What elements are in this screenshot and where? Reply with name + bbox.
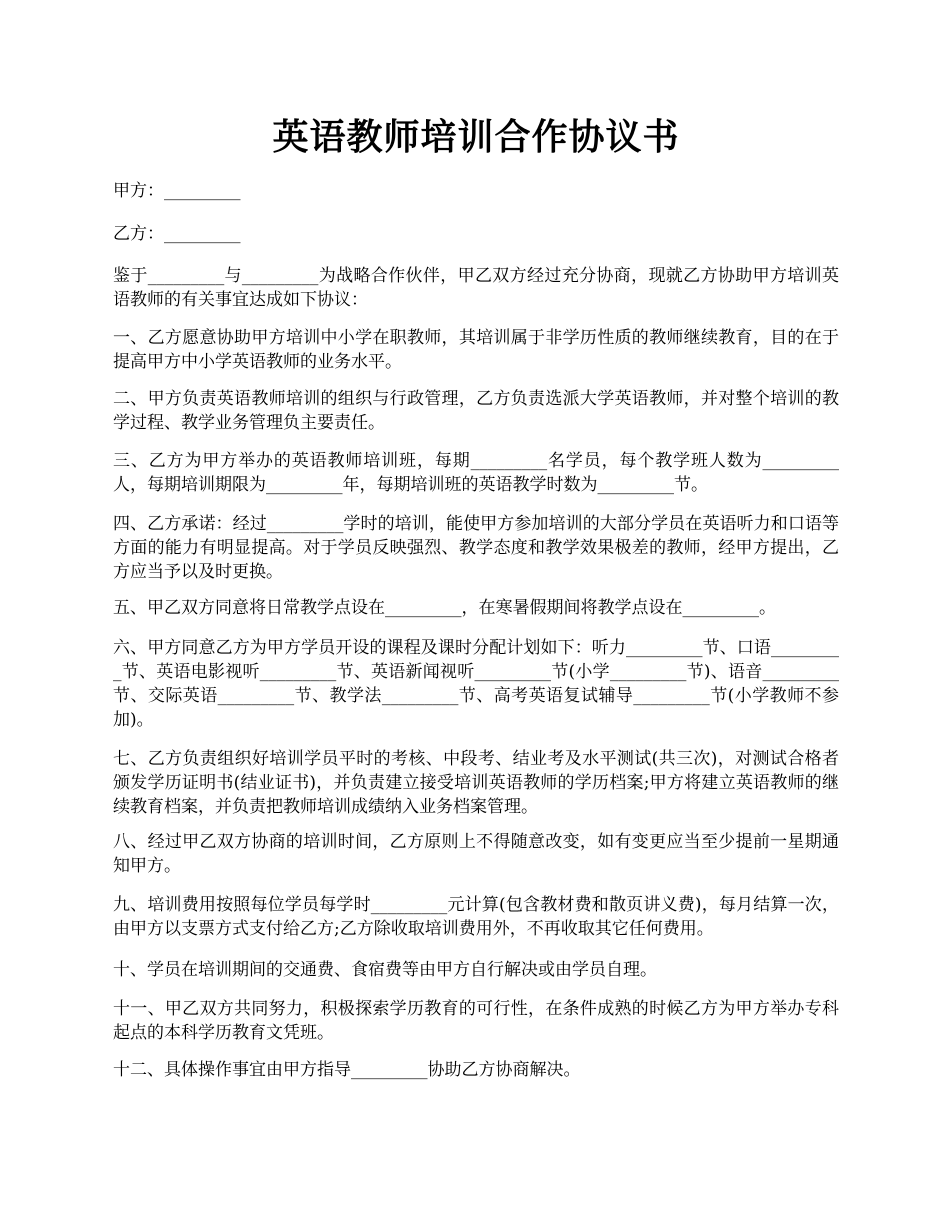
party-b-line: 乙方：_________ <box>113 224 241 244</box>
clause-2: 二、甲方负责英语教师培训的组织与行政管理，乙方负责选派大学英语教师，并对整个培训的教学过程、教学业务管理负主要责任。 <box>113 389 839 433</box>
intro-paragraph: 鉴于_________与_________为战略合作伙伴，甲乙双方经过充分协商，现就乙方协助甲方培训英语教师的有关事宜达成如下协议： <box>113 266 839 310</box>
clause-9: 九、培训费用按照每位学员每学时_________元计算(包含教材费和散页讲义费)，每月结算一次，由甲方以支票方式支付给乙方;乙方除收取培训费用外，不再收取其它任何费用。 <box>113 895 839 939</box>
clause-4: 四、乙方承诺：经过_________学时的培训，能使甲方参加培训的大部分学员在英语听力和口语等方面的能力有明显提高。对于学员反映强烈、教学态度和教学效果极差的教师，经甲方提出，乙方应当予以及时更换。 <box>113 514 839 582</box>
clause-11: 十一、甲乙双方共同努力，积极探索学历教育的可行性，在条件成熟的时候乙方为甲方举办专科起点的本科学历教育文凭班。 <box>113 999 839 1043</box>
clause-5: 五、甲乙双方同意将日常教学点设在_________，在寒暑假期间将教学点设在_________。 <box>113 598 776 618</box>
clause-1: 一、乙方愿意协助甲方培训中小学在职教师，其培训属于非学历性质的教师继续教育，目的在于提高甲方中小学英语教师的业务水平。 <box>113 328 839 372</box>
document-title: 英语教师培训合作协议书 <box>272 116 680 158</box>
clause-12: 十二、具体操作事宜由甲方指导_________协助乙方协商解决。 <box>113 1060 581 1080</box>
clause-7: 七、乙方负责组织好培训学员平时的考核、中段考、结业考及水平测试(共三次)，对测试合格者颁发学历证明书(结业证书)，并负责建立接受培训英语教师的学历档案;甲方将建立英语教师的继续教育档案，并负责把教师培训成绩纳入业务档案管理。 <box>113 749 839 817</box>
clause-8: 八、经过甲乙双方协商的培训时间，乙方原则上不得随意改变，如有变更应当至少提前一星期通知甲方。 <box>113 832 839 876</box>
clause-3: 三、乙方为甲方举办的英语教师培训班，每期_________名学员，每个教学班人数为_________人，每期培训期限为_________年，每期培训班的英语教学时数为_________节。 <box>113 451 839 495</box>
party-a-line: 甲方：_________ <box>113 181 241 201</box>
clause-6: 六、甲方同意乙方为甲方学员开设的课程及课时分配计划如下：听力_________节、口语_________节、英语电影视听_________节、英语新闻视听_________节(小学_________节)、语音_________节、交际英语_________节、教学法_________节、高考英语复试辅导_________节(小学教师不参加)。 <box>113 638 839 730</box>
clause-10: 十、学员在培训期间的交通费、食宿费等由甲方自行解决或由学员自理。 <box>113 960 657 980</box>
